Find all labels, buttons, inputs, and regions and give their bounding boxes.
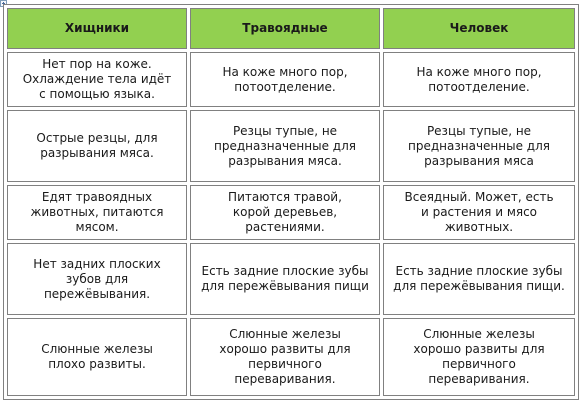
cell-herbivores <box>190 318 380 396</box>
table-row <box>7 185 575 240</box>
cell-herbivores <box>190 52 380 107</box>
comparison-table <box>3 4 579 400</box>
cell-text: Всеядный. Может, есть и растения и мясо животных. <box>404 190 554 234</box>
cell-text: Питаются травой, корой деревьев, растениями. <box>228 190 342 234</box>
cell-herbivores <box>190 185 380 240</box>
cell-predators <box>7 318 187 396</box>
cell-human <box>383 318 575 396</box>
cell-text: Резцы тупые, не предназначенные для разрывания мяса <box>408 123 550 168</box>
cell-text: Слюнные железы хорошо развиты для первичного переваривания. <box>219 327 351 386</box>
cell-human <box>383 185 575 240</box>
cell-text: Едят травоядных животных, питаются мясом. <box>30 190 164 234</box>
table-row <box>7 243 575 315</box>
cell-text: Нет пор на коже. Охлаждение тела идёт с помощью языка. <box>22 57 172 101</box>
cell-predators <box>7 185 187 240</box>
cell-text: Острые резцы, для разрывания мяса. <box>36 131 158 160</box>
cell-text: Слюнные железы хорошо развиты для первичного переваривания. <box>413 327 545 386</box>
header-row <box>7 8 575 49</box>
cell-human <box>383 243 575 315</box>
cell-text: На коже много пор, потоотделение. <box>222 64 348 94</box>
cell-predators <box>7 110 187 182</box>
cell-text: Слюнные железы плохо развиты. <box>41 342 153 371</box>
cell-herbivores <box>190 110 380 182</box>
header-herbivores: Травоядные <box>190 8 380 49</box>
cell-text: Резцы тупые, не предназначенные для разрывания мяса. <box>214 123 356 168</box>
cell-predators <box>7 52 187 107</box>
header-human: Человек <box>383 8 575 49</box>
cell-text: Есть задние плоские зубы для пережёвывания пищи <box>201 264 369 293</box>
cell-text: Нет задних плоских зубов для пережёвывания. <box>33 256 161 301</box>
cell-human <box>383 52 575 107</box>
table-row <box>7 318 575 396</box>
cell-human <box>383 110 575 182</box>
cell-text: На коже много пор, потоотделение. <box>416 64 542 94</box>
table-row <box>7 52 575 107</box>
header-predators: Хищники <box>7 8 187 49</box>
cell-predators <box>7 243 187 315</box>
cell-text: Есть задние плоские зубы для пережёвывания пищи. <box>393 264 565 293</box>
cell-herbivores <box>190 243 380 315</box>
table-row <box>7 110 575 182</box>
